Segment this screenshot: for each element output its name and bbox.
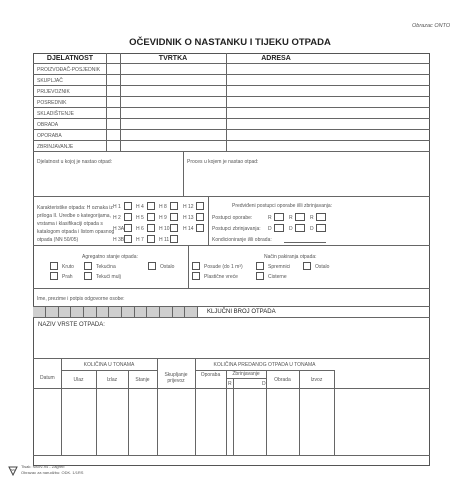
- letter-r: R: [310, 215, 314, 221]
- row-label-storage: SKLADIŠTENJE: [37, 111, 74, 117]
- hcode-label: H 3A: [113, 226, 125, 232]
- row-label-broker: POSREDNIK: [37, 100, 67, 106]
- col-disposal: Zbrinjavanje: [232, 371, 260, 377]
- hcode-label: H 3B: [113, 237, 125, 243]
- packaging-cisterns-checkbox[interactable]: [256, 272, 264, 280]
- aggregate-sludge-checkbox[interactable]: [84, 272, 92, 280]
- row-label-carrier: PRIJEVOZNIK: [37, 89, 70, 95]
- letter-d: D: [268, 226, 272, 232]
- aggregate-solid-checkbox[interactable]: [50, 262, 58, 270]
- hcode-checkbox[interactable]: [170, 202, 178, 210]
- responsible-person-label: Ime, prezime i potpis odgovorne osobe:: [37, 296, 125, 302]
- aggregate-sludge-label: Tekući mulj: [96, 274, 121, 280]
- hcode-checkbox[interactable]: [147, 202, 155, 210]
- col-treatment: Obrada: [274, 377, 291, 383]
- letter-d: D: [289, 226, 293, 232]
- row-label-collector: SKUPLJAČ: [37, 78, 63, 84]
- hcode-label: H 7: [136, 237, 144, 243]
- row-label-producer: PROIZVOĐAČ-POSJEDNIK: [37, 67, 101, 73]
- packaging-containers-checkbox[interactable]: [192, 262, 200, 270]
- col-collector: Skupljanje prijevoz: [164, 372, 188, 384]
- disposal-code-box[interactable]: [316, 224, 326, 232]
- hcode-checkbox[interactable]: [196, 213, 204, 221]
- activity-label: Djelatnost u kojoj je nastao otpad:: [37, 159, 113, 165]
- hcode-checkbox[interactable]: [170, 213, 178, 221]
- packaging-bags-checkbox[interactable]: [192, 272, 200, 280]
- process-label: Proces u kojem je nastao otpad:: [187, 159, 259, 165]
- aggregate-liquid-checkbox[interactable]: [84, 262, 92, 270]
- col-in: Ulaz: [73, 377, 84, 383]
- hcode-label: H 1: [113, 204, 121, 210]
- disposal-label: Postupci zbrinjavanja:: [212, 226, 261, 232]
- aggregate-powder-checkbox[interactable]: [50, 272, 58, 280]
- hcode-label: H 12: [183, 204, 194, 210]
- hcode-checkbox[interactable]: [170, 235, 178, 243]
- col-djelatnost: DJELATNOST: [46, 55, 94, 62]
- col-export: Izvoz: [310, 377, 323, 383]
- col-date: Datum: [40, 375, 55, 381]
- recovery-label: Postupci oporabe:: [212, 215, 253, 221]
- col-d: D: [262, 381, 266, 387]
- aggregate-powder-label: Prah: [62, 274, 73, 280]
- hcode-label: H 9: [159, 215, 167, 221]
- hcode-checkbox[interactable]: [147, 213, 155, 221]
- char-desc-line-1: Karakteristike otpada: H oznaka iz: [37, 205, 113, 211]
- hcode-checkbox[interactable]: [147, 235, 155, 243]
- col-qty-title: KOLIČINA U TONAMA: [83, 362, 135, 368]
- char-desc-line-5: otpada (NN 50/05): [37, 237, 79, 243]
- aggregate-other-checkbox[interactable]: [148, 262, 156, 270]
- hcode-checkbox[interactable]: [124, 235, 132, 243]
- packaging-title: Način pakiranja otpada:: [264, 254, 317, 260]
- packaging-other-label: Ostalo: [315, 264, 330, 270]
- letter-d: D: [310, 226, 314, 232]
- hcode-checkbox[interactable]: [124, 213, 132, 221]
- packaging-bags-label: Plastične vreće: [204, 274, 238, 280]
- char-desc-line-4: katalogom otpada i listom opasnog: [37, 229, 115, 235]
- disposal-code-box[interactable]: [274, 224, 284, 232]
- key-number-label: KLJUČNI BROJ OTPADA: [207, 309, 276, 315]
- col-handover-title: KOLIČINA PREDANOG OTPADA U TONAMA: [213, 362, 316, 368]
- col-r: R: [228, 381, 232, 387]
- publisher-logo: [8, 463, 18, 473]
- hcode-label: H 4: [136, 204, 144, 210]
- row-label-disposal: ZBRINJAVANJE: [37, 144, 74, 150]
- conditioning-label: Kondicioniranje i/ili obrada:: [212, 237, 272, 243]
- hcode-label: H 11: [159, 237, 170, 243]
- footer-line-1: Tisak: NMIV-94 - Zagreb: [21, 464, 65, 469]
- packaging-tanks-label: Spremnici: [268, 264, 291, 270]
- char-desc-line-2: priloga II. Uredbe o kategorijama,: [37, 213, 111, 219]
- hcode-label: H 8: [159, 204, 167, 210]
- col-out: Izlaz: [106, 377, 118, 383]
- hcode-label: H 2: [113, 215, 121, 221]
- packaging-other-checkbox[interactable]: [303, 262, 311, 270]
- form-title: OČEVIDNIK O NASTANKU I TIJEKU OTPADA: [129, 37, 331, 48]
- hcode-checkbox[interactable]: [124, 224, 132, 232]
- svg-text:NN: NN: [10, 468, 16, 472]
- char-desc-line-3: vrstama i klasifikaciji otpada s: [37, 221, 103, 227]
- disposal-code-box[interactable]: [295, 224, 305, 232]
- hcode-label: H 5: [136, 215, 144, 221]
- hcode-label: H 6: [136, 226, 144, 232]
- footer-line-2: Obrazac za narudžbu: ODK. 1/1RS: [21, 470, 84, 475]
- packaging-cisterns-label: Cisterne: [268, 274, 287, 280]
- packaging-containers-label: Posude (do 1 m³): [204, 264, 243, 270]
- recovery-code-box[interactable]: [274, 213, 284, 221]
- recovery-code-box[interactable]: [316, 213, 326, 221]
- hcode-label: H 13: [183, 215, 194, 221]
- col-tvrtka: TVRTKA: [158, 55, 188, 62]
- recovery-code-box[interactable]: [295, 213, 305, 221]
- aggregate-solid-label: Kruto: [62, 264, 74, 270]
- hcode-checkbox[interactable]: [196, 202, 204, 210]
- planned-title: Predviđeni postupci oporabe i/ili zbrinjavanja:: [232, 203, 333, 209]
- aggregate-title: Agregatno stanje otpada:: [82, 254, 138, 260]
- aggregate-other-label: Ostalo: [160, 264, 175, 270]
- form-code: Obrazac ONTO: [412, 23, 451, 29]
- hcode-label: H 10: [159, 226, 170, 232]
- col-balance: Stanje: [135, 377, 150, 383]
- row-label-recovery: OPORABA: [37, 133, 62, 139]
- row-label-treatment: OBRADA: [37, 122, 59, 128]
- aggregate-liquid-label: Tekućina: [96, 264, 116, 270]
- hcode-checkbox[interactable]: [196, 224, 204, 232]
- hcode-checkbox[interactable]: [124, 202, 132, 210]
- waste-name-label: NAZIV VRSTE OTPADA:: [38, 322, 105, 328]
- packaging-tanks-checkbox[interactable]: [256, 262, 264, 270]
- letter-r: R: [289, 215, 293, 221]
- col-adresa: ADRESA: [261, 55, 291, 62]
- hcode-checkbox[interactable]: [147, 224, 155, 232]
- letter-r: R: [268, 215, 272, 221]
- hcode-checkbox[interactable]: [170, 224, 178, 232]
- hcode-label: H 14: [183, 226, 194, 232]
- col-recovery: Oporaba: [200, 372, 221, 378]
